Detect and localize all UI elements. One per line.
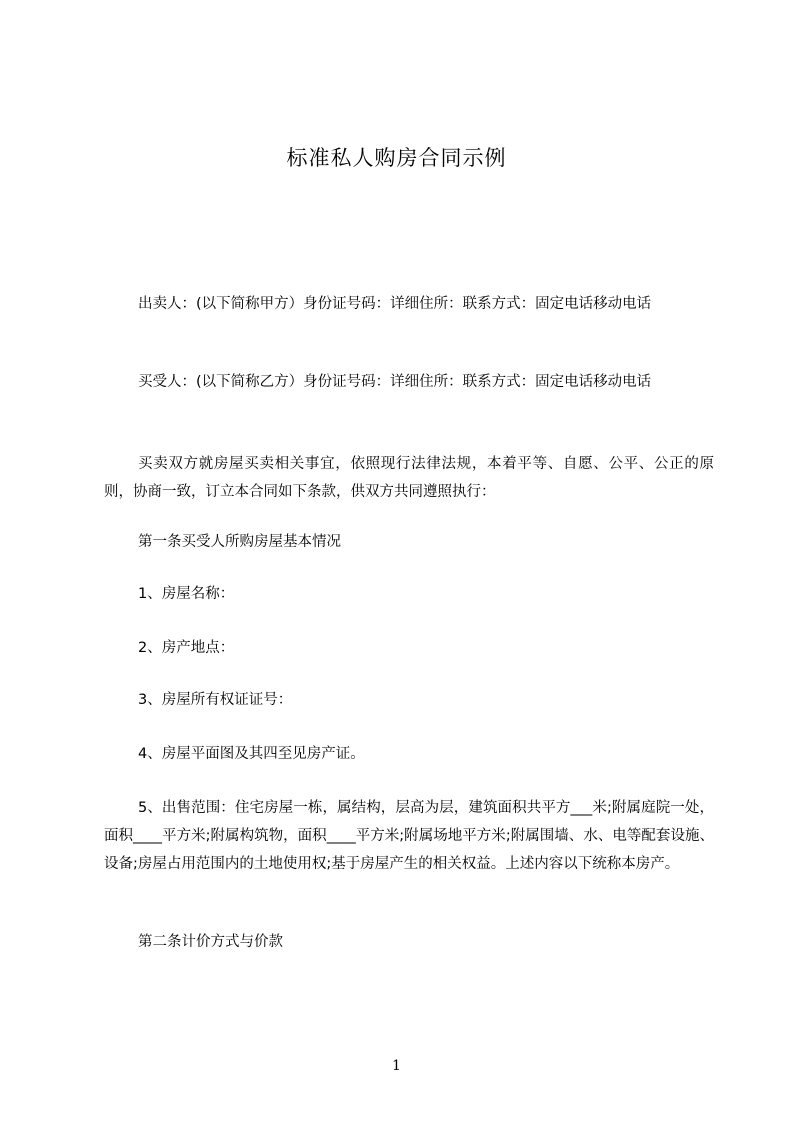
preamble-paragraph: 买卖双方就房屋买卖相关事宜，依照现行法律法规，本着平等、自愿、公平、公正的原则，协商一致，订立本合同如下条款，供双方共同遵照执行： [104, 456, 714, 500]
seller-info-paragraph: 出卖人：(以下简称甲方）身份证号码：详细住所：联系方式：固定电话移动电话 [138, 296, 652, 312]
clause-house-location: 2、房产地点： [138, 640, 235, 656]
clause-ownership-certificate: 3、房屋所有权证证号： [138, 692, 293, 708]
buyer-info-paragraph: 买受人：(以下简称乙方）身份证号码：详细住所：联系方式：固定电话移动电话 [138, 374, 652, 390]
page-number: 1 [392, 1058, 401, 1074]
clause-floor-plan: 4、房屋平面图及其四至见房产证。 [138, 746, 365, 762]
clause-house-name: 1、房屋名称： [138, 586, 235, 602]
article-2-heading: 第二条计价方式与价款 [138, 934, 283, 950]
document-title: 标准私人购房合同示例 [286, 146, 507, 170]
article-1-heading: 第一条买受人所购房屋基本情况 [138, 534, 341, 550]
clause-sale-scope: 5、出售范围：住宅房屋一栋，属结构，层高为层，建筑面积共平方___米;附属庭院一处，面积____平方米;附属构筑物，面积____平方米;附属场地平方米;附属围墙、水、电等配套设施、设备;房屋占用范围内的土地使用权;基于房屋产生的相关权益。上述内容以下统称本房产。 [104, 800, 714, 872]
